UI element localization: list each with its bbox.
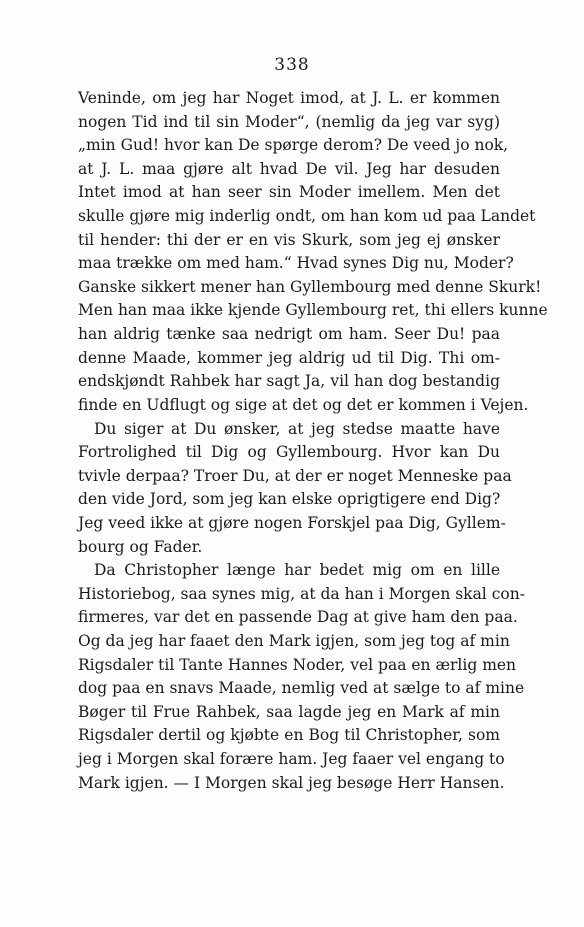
- text-line: maa trække om med ham.“ Hvad synes Dig nu, Moder?: [78, 254, 514, 273]
- paragraph-3: [78, 559, 525, 795]
- text-line: jeg i Morgen skal forære ham. Jeg faaer vel engang to: [78, 750, 505, 769]
- paragraph-2: [78, 418, 512, 560]
- text-line: „min Gud! hvor kan De spørge derom? De veed jo nok,: [78, 136, 509, 155]
- text-line: Rigsdaler dertil og kjøbte en Bog til Christopher, som: [78, 726, 500, 745]
- text-line: Veninde, om jeg har Noget imod, at J. L. er kommen: [78, 89, 500, 107]
- text-line: Historiebog, saa synes mig, at da han i Morgen skal con-: [78, 584, 525, 603]
- text-line: Du siger at Du ønsker, at jeg stedse maatte have: [94, 419, 500, 438]
- text-line: at J. L. maa gjøre alt hvad De vil. Jeg har desuden: [78, 159, 500, 178]
- text-line: Intet imod at han seer sin Moder imellem. Men det: [78, 183, 500, 202]
- text-line: tvivle derpaa? Troer Du, at der er noget Menneske paa: [78, 466, 512, 485]
- text-line: Ganske sikkert mener han Gyllembourg med denne Skurk!: [78, 277, 542, 296]
- text-line: skulle gjøre mig inderlig ondt, om han kom ud paa Landet: [78, 207, 536, 226]
- paragraph-1: [78, 87, 548, 418]
- text-line: denne Maade, kommer jeg aldrig ud til Dig. Thi om-: [78, 348, 500, 367]
- body-text: [78, 87, 548, 795]
- text-line: endskjøndt Rahbek har sagt Ja, vil han dog bestandig: [78, 372, 500, 391]
- text-line: firmeres, var det en passende Dag at give ham den paa.: [78, 608, 518, 627]
- text-line: Rigsdaler til Tante Hannes Noder, vel paa en ærlig men: [78, 655, 517, 674]
- text-line: dog paa en snavs Maade, nemlig ved at sælge to af mine: [78, 679, 525, 698]
- text-line: Bøger til Frue Rahbek, saa lagde jeg en Mark af min: [78, 702, 500, 721]
- text-line: bourg og Fader.: [78, 537, 203, 556]
- text-line: finde en Udflugt og sige at det og det er kommen i Vejen.: [78, 395, 529, 414]
- text-line: han aldrig tænke saa nedrigt om ham. Seer Du! paa: [78, 325, 500, 344]
- text-line: Mark igjen. — I Morgen skal jeg besøge Herr Hansen.: [78, 773, 505, 792]
- page-number: 338: [274, 55, 310, 75]
- text-line: Men han maa ikke kjende Gyllembourg ret, thi ellers kunne: [78, 301, 548, 320]
- text-line: Og da jeg har faaet den Mark igjen, som jeg tog af min: [78, 632, 510, 651]
- text-line: til hender: thi der er en vis Skurk, som jeg ej ønsker: [78, 230, 500, 249]
- text-line: nogen Tid ind til sin Moder“, (nemlig da jeg var syg): [78, 112, 500, 131]
- text-line: Jeg veed ikke at gjøre nogen Forskjel paa Dig, Gyllem-: [78, 513, 506, 532]
- text-line: Da Christopher længe har bedet mig om en lille: [94, 561, 500, 580]
- text-line: Fortrolighed til Dig og Gyllembourg. Hvor kan Du: [78, 443, 500, 462]
- text-line: den vide Jord, som jeg kan elske oprigtigere end Dig?: [78, 490, 501, 509]
